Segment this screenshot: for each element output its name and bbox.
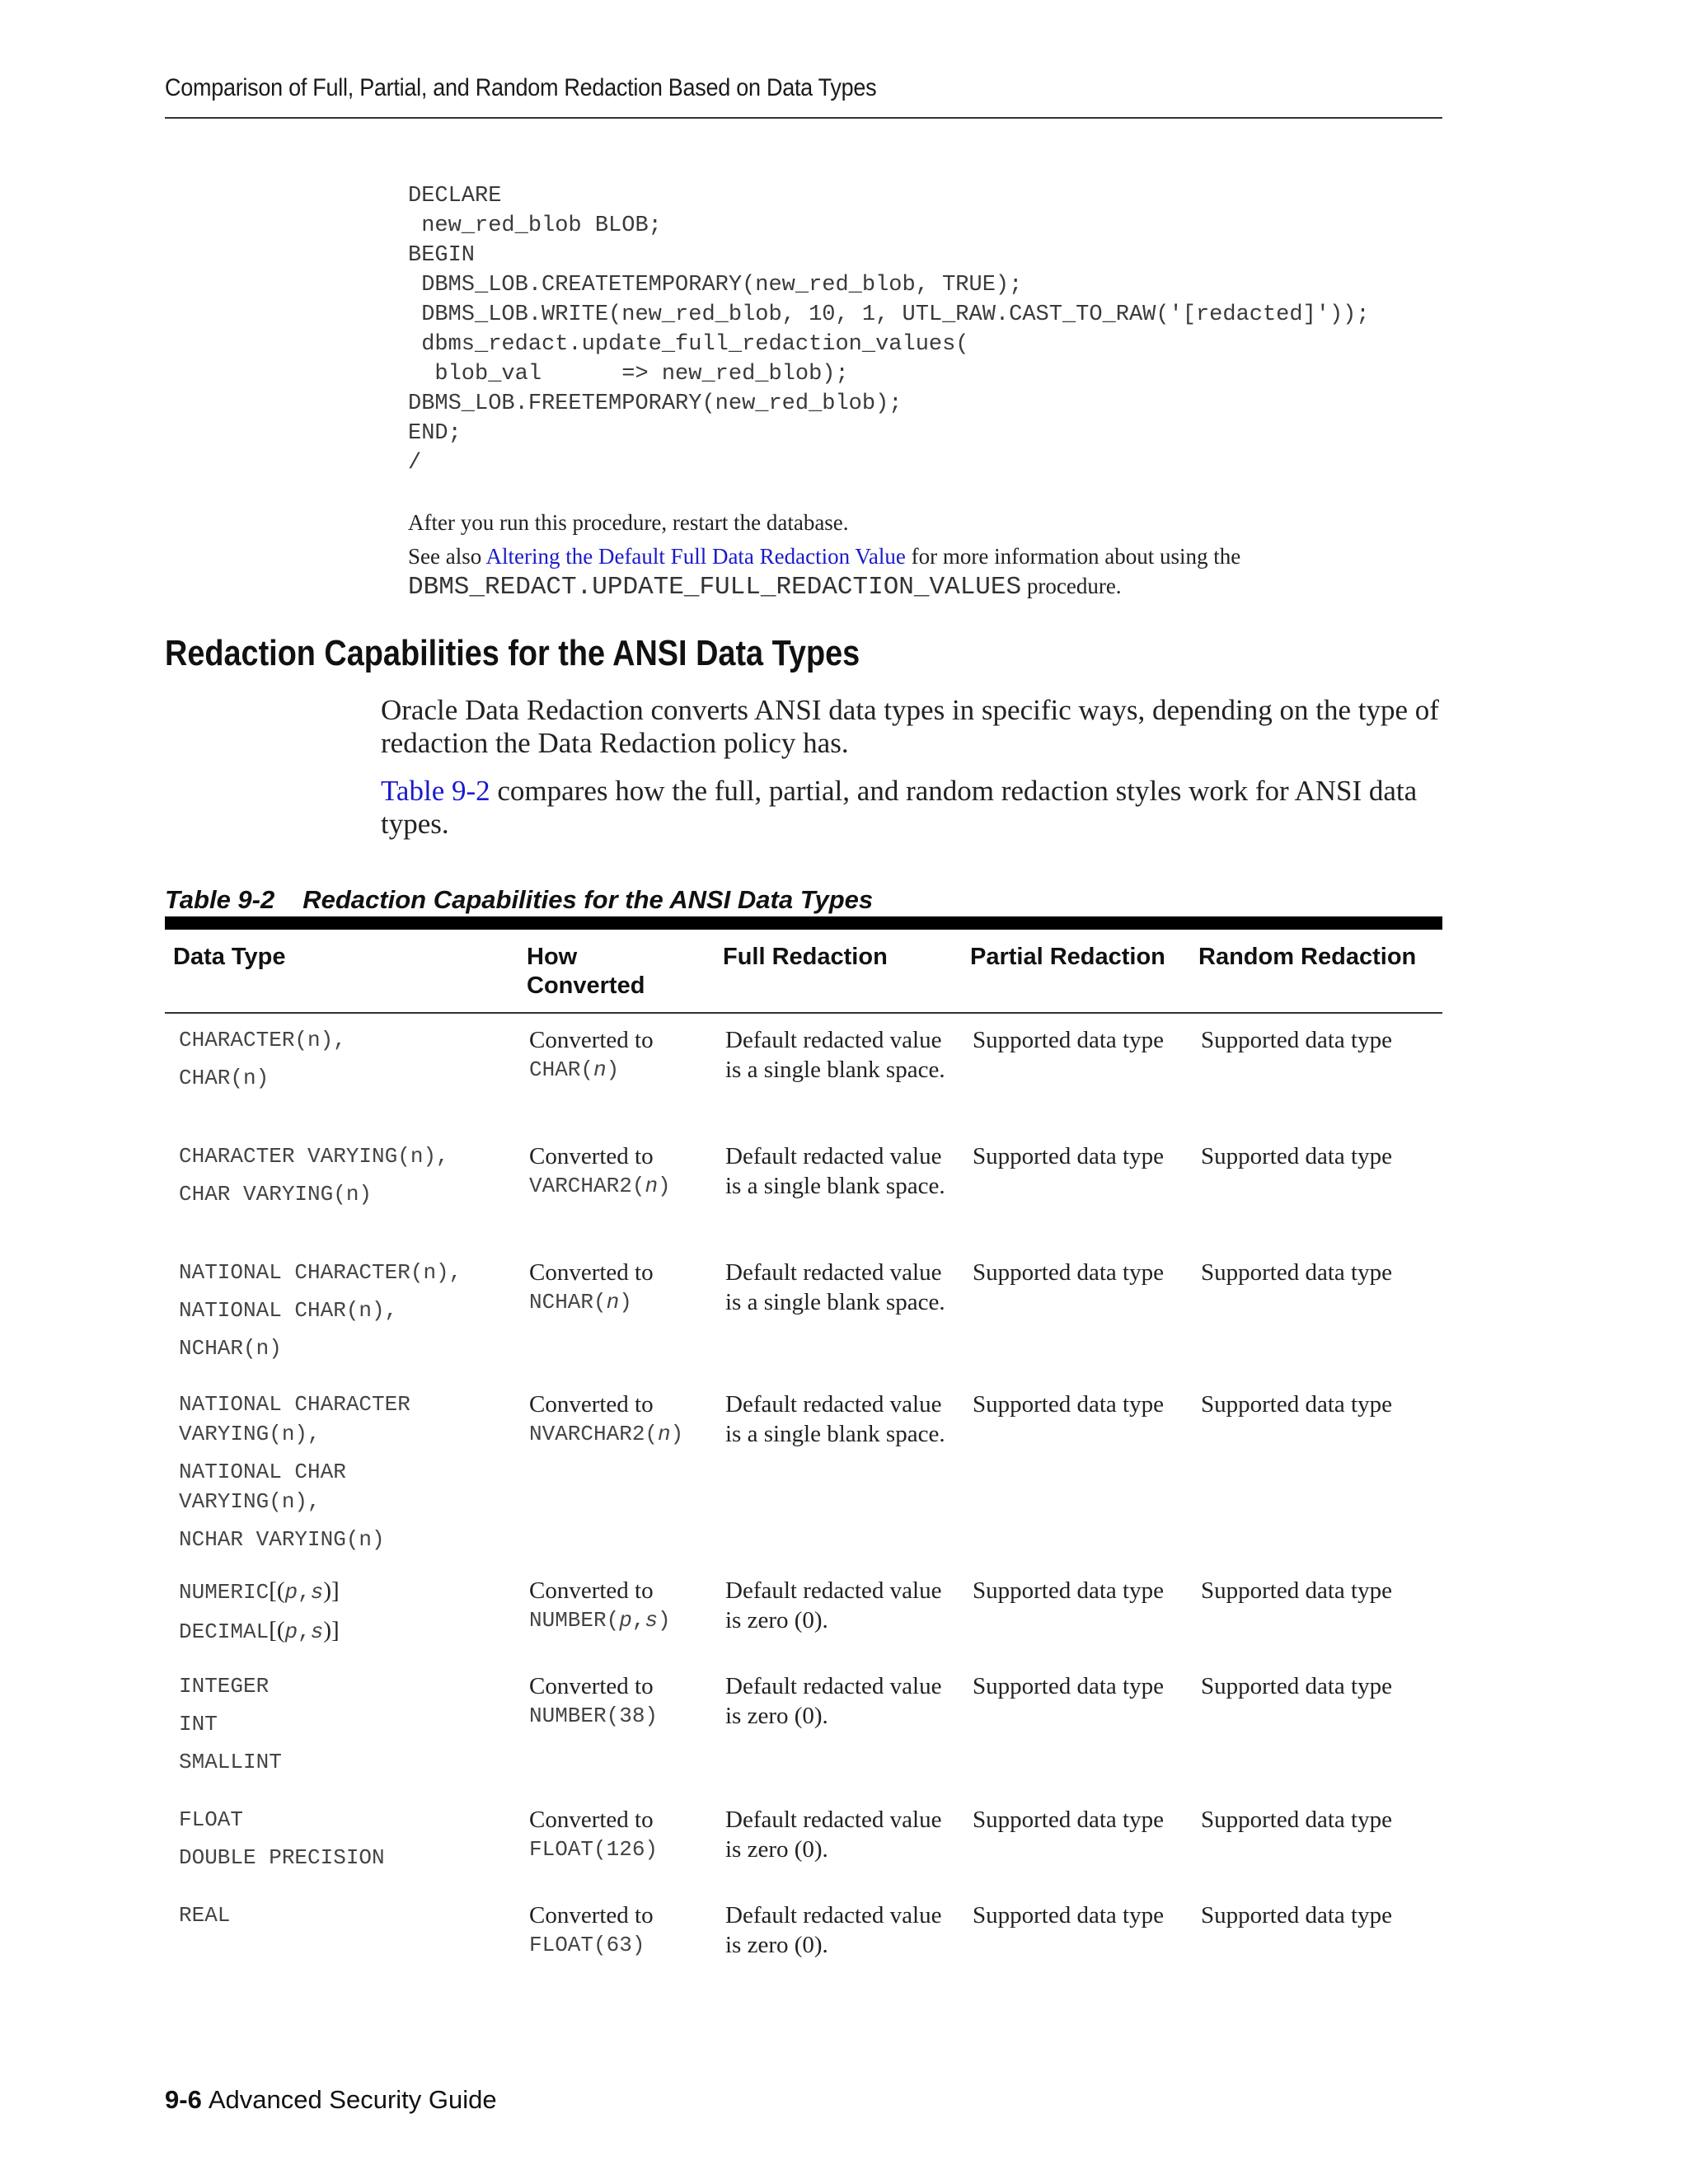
target-type-end: ) [658, 1608, 671, 1633]
precision-arg: p [284, 1619, 298, 1644]
random-redaction-cell: Supported data type [1201, 1027, 1392, 1053]
how-converted-cell [529, 1671, 715, 1731]
procedure-name: DBMS_REDACT.UPDATE_FULL_REDACTION_VALUES [408, 573, 1022, 602]
ansi-type: NCHAR(n) [179, 1336, 282, 1361]
see-also-middle: for more information about using the [905, 544, 1241, 569]
how-converted-cell [529, 1258, 715, 1317]
target-type: FLOAT(126) [529, 1837, 659, 1862]
table-caption-title: Redaction Capabilities for the ANSI Data Types [302, 885, 874, 914]
page-footer [165, 2085, 497, 2115]
random-redaction-cell: Supported data type [1201, 1673, 1392, 1699]
converted-to-label: Converted to [529, 1807, 654, 1833]
ansi-type: NATIONAL CHAR(n), [179, 1298, 398, 1323]
converted-to-label: Converted to [529, 1259, 654, 1286]
full-redaction-cell: Default redacted value is a single blank space. [725, 1027, 945, 1083]
data-type-cell [179, 1141, 509, 1217]
converted-to-label: Converted to [529, 1902, 654, 1929]
ansi-type: NATIONAL CHAR VARYING(n), [179, 1460, 359, 1514]
random-redaction-cell: Supported data type [1201, 1577, 1392, 1604]
target-type-base: VARCHAR2( [529, 1174, 645, 1198]
target-type-arg: n [658, 1422, 671, 1446]
ansi-type: INT [179, 1712, 218, 1736]
ansi-type: SMALLINT [179, 1750, 282, 1774]
partial-redaction-cell: Supported data type [973, 1673, 1164, 1699]
target-type-arg: n [593, 1057, 607, 1082]
converted-to-label: Converted to [529, 1673, 654, 1699]
book-title: Advanced Security Guide [208, 2085, 497, 2114]
how-converted-cell [529, 1390, 715, 1449]
how-converted-cell [529, 1025, 715, 1085]
header-partial-redaction: Partial Redaction [970, 944, 1165, 970]
data-type-cell [179, 1805, 509, 1881]
running-header: Comparison of Full, Partial, and Random Redaction Based on Data Types [165, 74, 877, 101]
restart-note: After you run this procedure, restart the database. [408, 510, 849, 535]
full-redaction-cell: Default redacted value is zero (0). [725, 1902, 942, 1958]
full-redaction-cell: Default redacted value is a single blank space. [725, 1391, 945, 1447]
target-type-base: NCHAR( [529, 1290, 607, 1315]
ansi-type: CHARACTER VARYING(n), [179, 1144, 449, 1169]
data-type-cell [179, 1258, 509, 1371]
table-top-rule [165, 916, 1442, 930]
target-type-end: ) [619, 1290, 632, 1315]
table-caption-label: Table 9-2 [165, 885, 275, 914]
header-how-converted-line1: How [527, 944, 578, 970]
table-reference-text: compares how the full, partial, and random redaction styles work for ANSI data types. [381, 775, 1418, 840]
data-type-cell [179, 1671, 509, 1785]
partial-redaction-cell: Supported data type [973, 1259, 1164, 1286]
converted-to-label: Converted to [529, 1577, 654, 1604]
scale-arg: s [310, 1619, 324, 1644]
full-redaction-cell: Default redacted value is zero (0). [725, 1673, 942, 1729]
ansi-type: NCHAR VARYING(n) [179, 1527, 385, 1552]
how-converted-cell [529, 1900, 715, 1960]
header-rule [165, 117, 1442, 119]
arg-separator: , [298, 1580, 311, 1605]
target-type [529, 1287, 715, 1317]
arg-separator: , [298, 1619, 311, 1644]
scale-arg: s [310, 1580, 324, 1605]
ansi-type: CHAR(n) [179, 1066, 270, 1090]
full-redaction-cell: Default redacted value is zero (0). [725, 1807, 942, 1863]
target-type [529, 1055, 715, 1085]
ansi-type: DOUBLE PRECISION [179, 1845, 385, 1870]
target-type-arg: n [645, 1174, 659, 1198]
target-type-arg: n [606, 1290, 620, 1315]
table-9-2-link[interactable]: Table 9-2 [381, 775, 490, 807]
code-block: DECLARE new_red_blob BLOB; BEGIN DBMS_LOB.CREATETEMPORARY(new_red_blob, TRUE); DBMS_LOB.WRITE(new_red_blob, 10, 1, UTL_RAW.CAST_TO_RAW('[redacted]')); dbms_redact.update_full_redaction_values( blob_val => new_red_blob); DBMS_LOB.FREETEMPORARY(new_red_blob); END; / [408, 184, 1370, 476]
optional-open: [( [269, 1577, 285, 1604]
ansi-type: CHARACTER(n), [179, 1028, 346, 1052]
how-converted-cell [529, 1576, 715, 1635]
table-header-rule [165, 1012, 1442, 1014]
see-also-prefix: See also [408, 544, 486, 569]
header-full-redaction: Full Redaction [723, 944, 888, 970]
random-redaction-cell: Supported data type [1201, 1259, 1392, 1286]
converted-to-label: Converted to [529, 1027, 654, 1053]
data-type-cell [179, 1025, 509, 1101]
random-redaction-cell: Supported data type [1201, 1902, 1392, 1929]
data-type-cell [179, 1576, 509, 1655]
see-also-note [408, 541, 1438, 602]
data-type-cell [179, 1900, 509, 1938]
ansi-type: REAL [179, 1903, 231, 1928]
procedure-suffix: procedure. [1021, 574, 1122, 598]
target-type-end: ) [606, 1057, 620, 1082]
table-caption [165, 885, 873, 915]
ansi-type: FLOAT [179, 1807, 244, 1832]
section-title: Redaction Capabilities for the ANSI Data Types [165, 633, 860, 673]
precision-arg: p [284, 1580, 298, 1605]
target-type [529, 1419, 694, 1449]
optional-close: )] [323, 1577, 340, 1604]
target-type-end: ) [658, 1174, 671, 1198]
table-reference-paragraph [381, 775, 1444, 841]
target-type-base: NVARCHAR2( [529, 1422, 659, 1446]
ansi-type: NATIONAL CHARACTER(n), [179, 1260, 462, 1285]
header-random-redaction: Random Redaction [1198, 944, 1417, 970]
type-keyword: DECIMAL [179, 1619, 270, 1644]
partial-redaction-cell: Supported data type [973, 1902, 1164, 1929]
target-type: NUMBER(38) [529, 1704, 659, 1728]
converted-to-label: Converted to [529, 1143, 654, 1169]
how-converted-cell [529, 1141, 715, 1201]
target-type [529, 1171, 715, 1201]
ansi-type [179, 1576, 509, 1607]
partial-redaction-cell: Supported data type [973, 1577, 1164, 1604]
scale-arg: s [645, 1608, 659, 1633]
target-type: FLOAT(63) [529, 1933, 645, 1957]
partial-redaction-cell: Supported data type [973, 1391, 1164, 1418]
arg-separator: , [631, 1608, 645, 1633]
partial-redaction-cell: Supported data type [973, 1027, 1164, 1053]
data-type-cell [179, 1390, 451, 1563]
random-redaction-cell: Supported data type [1201, 1807, 1392, 1833]
ansi-type: CHAR VARYING(n) [179, 1182, 373, 1207]
how-converted-cell [529, 1805, 715, 1864]
optional-close: )] [323, 1617, 340, 1643]
converted-to-label: Converted to [529, 1391, 654, 1418]
altering-default-link[interactable]: Altering the Default Full Data Redaction Value [485, 544, 906, 569]
target-type-base: CHAR( [529, 1057, 594, 1082]
header-how-converted [527, 943, 645, 1001]
target-type-end: ) [670, 1422, 684, 1446]
page-number: 9-6 [165, 2085, 202, 2114]
full-redaction-cell: Default redacted value is a single blank space. [725, 1259, 945, 1315]
ansi-type [179, 1615, 509, 1647]
header-data-type: Data Type [173, 944, 286, 970]
type-keyword: NUMERIC [179, 1580, 270, 1605]
intro-paragraph: Oracle Data Redaction converts ANSI data types in specific ways, depending on the type of redaction the Data Redaction policy has. [381, 694, 1439, 759]
target-type [529, 1605, 715, 1635]
precision-arg: p [619, 1608, 632, 1633]
full-redaction-cell: Default redacted value is a single blank space. [725, 1143, 945, 1199]
partial-redaction-cell: Supported data type [973, 1807, 1164, 1833]
optional-open: [( [269, 1617, 285, 1643]
full-redaction-cell: Default redacted value is zero (0). [725, 1577, 942, 1633]
target-type-base: NUMBER( [529, 1608, 620, 1633]
random-redaction-cell: Supported data type [1201, 1143, 1392, 1169]
ansi-type: INTEGER [179, 1674, 270, 1699]
partial-redaction-cell: Supported data type [973, 1143, 1164, 1169]
random-redaction-cell: Supported data type [1201, 1391, 1392, 1418]
ansi-type: NATIONAL CHARACTER VARYING(n), [179, 1392, 424, 1446]
header-how-converted-line2: Converted [527, 972, 645, 999]
